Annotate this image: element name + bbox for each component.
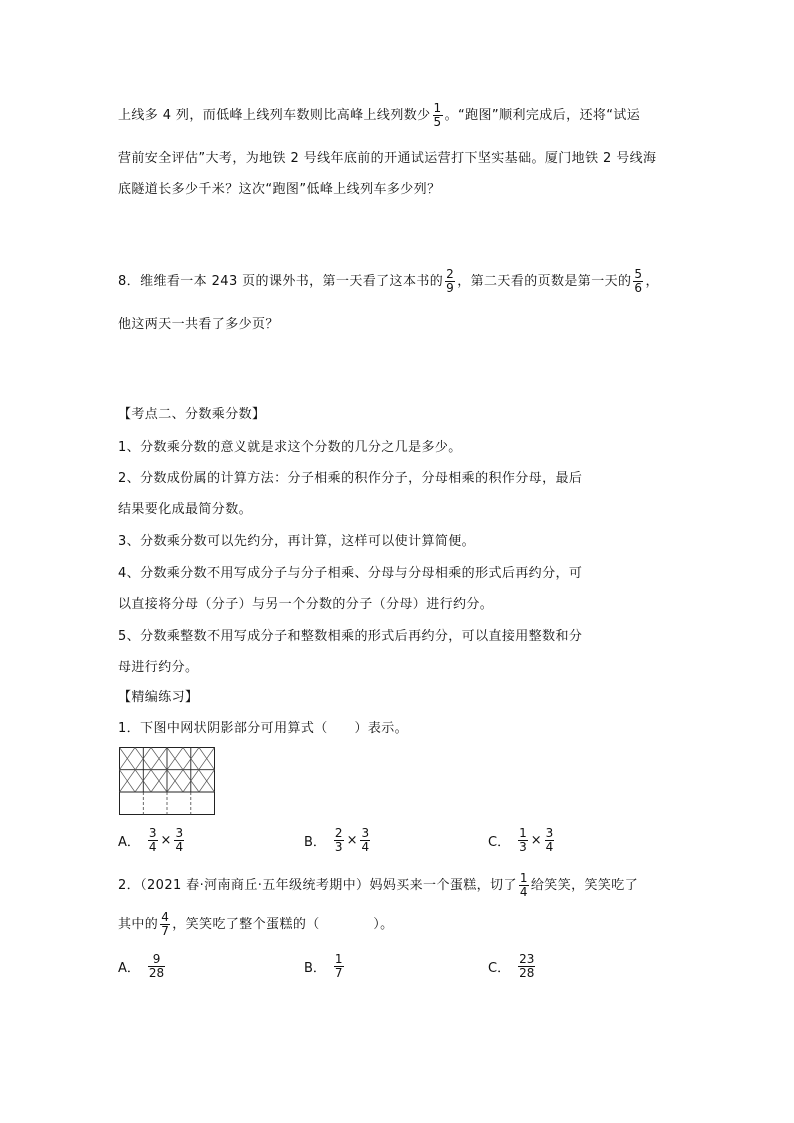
option-fraction-1 xyxy=(518,827,528,854)
frac-denominator: 6 xyxy=(634,281,643,295)
multiply-sign: × xyxy=(160,833,172,848)
option-label: B． xyxy=(304,961,326,976)
option-label: A． xyxy=(118,835,140,850)
option-fraction xyxy=(518,953,535,980)
p2-text-b: 给笑笑，笑笑吃了 xyxy=(530,878,639,893)
q7-text-b: 。“跑图”顺利完成后，还将“试运 xyxy=(444,108,641,123)
option-fraction-2 xyxy=(174,827,184,854)
frac-numerator: 3 xyxy=(175,826,184,840)
frac-denominator: 3 xyxy=(519,840,527,854)
q8-fraction-1 xyxy=(445,268,455,295)
p2-option-b[interactable] xyxy=(304,953,346,980)
point-line-8: 母进行约分。 xyxy=(118,660,199,675)
frac-denominator: 4 xyxy=(545,840,554,854)
frac-denominator: 5 xyxy=(433,115,442,129)
point-line-2: 2、分数成份属的计算方法：分子相乘的积作分子，分母相乘的积作分母，最后 xyxy=(118,471,583,486)
option-label: B． xyxy=(304,835,326,850)
frac-numerator: 1 xyxy=(433,101,442,115)
option-fraction-1 xyxy=(148,827,158,854)
option-label: C． xyxy=(488,961,511,976)
q8-text-c: ， xyxy=(645,274,659,289)
frac-numerator: 1 xyxy=(519,871,528,885)
frac-numerator: 23 xyxy=(519,952,535,966)
frac-numerator: 3 xyxy=(361,826,370,840)
p1-option-b[interactable] xyxy=(304,827,372,854)
frac-denominator: 9 xyxy=(446,281,455,295)
frac-numerator: 1 xyxy=(334,952,343,966)
point-line-5: 4、分数乘分数不用写成分子与分子相乘、分母与分母相乘的形式后再约分，可 xyxy=(118,566,583,581)
frac-numerator: 3 xyxy=(545,826,554,840)
p2-option-a[interactable] xyxy=(118,953,167,980)
practice-title: 【精编练习】 xyxy=(118,690,199,705)
frac-denominator: 7 xyxy=(161,924,170,938)
frac-numerator: 2 xyxy=(334,826,343,840)
p2-text-c: 其中的 xyxy=(118,917,159,932)
p2-text-d: ，笑笑吃了整个蛋糕的（ ）。 xyxy=(172,917,394,932)
p2-fraction-2 xyxy=(160,911,170,938)
option-fraction-1 xyxy=(334,827,344,854)
q8-fraction-2 xyxy=(633,268,643,295)
point-line-6: 以直接将分母（分子）与另一个分数的分子（分母）进行约分。 xyxy=(118,597,494,612)
frac-denominator: 7 xyxy=(334,966,343,980)
frac-denominator: 28 xyxy=(519,966,535,980)
frac-denominator: 4 xyxy=(175,840,184,854)
q7-line-2: 营前安全评估”大考，为地铁 2 号线年底前的开通试运营打下坚实基础。厦门地铁 2 号线海 xyxy=(118,151,657,166)
option-fraction xyxy=(334,953,344,980)
option-fraction xyxy=(148,953,165,980)
option-fraction-2 xyxy=(545,827,555,854)
option-label: A． xyxy=(118,961,140,976)
point-line-3: 结果要化成最简分数。 xyxy=(118,502,253,517)
frac-numerator: 2 xyxy=(446,267,455,281)
frac-denominator: 3 xyxy=(334,840,343,854)
shaded-grid-figure xyxy=(119,747,215,815)
p2-fraction-1 xyxy=(519,872,529,899)
q8-line-1 xyxy=(118,268,659,295)
p2-line-2 xyxy=(118,911,394,938)
point-line-7: 5、分数乘整数不用写成分子和整数相乘的形式后再约分，可以直接用整数和分 xyxy=(118,629,583,644)
frac-numerator: 4 xyxy=(161,910,170,924)
p1-option-c[interactable] xyxy=(488,827,556,854)
frac-denominator: 4 xyxy=(519,885,528,899)
point-line-1: 1、分数乘分数的意义就是求这个分数的几分之几是多少。 xyxy=(118,440,462,455)
q7-line-3: 底隧道长多少千米？这次“跑图”低峰上线列车多少列？ xyxy=(118,182,441,197)
p2-option-c[interactable] xyxy=(488,953,537,980)
q7-line-1 xyxy=(118,102,640,129)
q8-line-2: 他这两天一共看了多少页？ xyxy=(118,317,279,332)
point-line-4: 3、分数乘分数可以先约分，再计算，这样可以使计算简便。 xyxy=(118,534,476,549)
multiply-sign: × xyxy=(530,833,542,848)
option-fraction-2 xyxy=(360,827,370,854)
p1-option-a[interactable] xyxy=(118,827,186,854)
frac-numerator: 3 xyxy=(148,826,157,840)
frac-numerator: 1 xyxy=(519,826,527,840)
p2-text-a: 2．（2021 春·河南商丘·五年级统考期中）妈妈买来一个蛋糕，切了 xyxy=(118,878,517,893)
q7-fraction xyxy=(433,102,443,129)
frac-denominator: 4 xyxy=(148,840,157,854)
p2-line-1 xyxy=(118,872,638,899)
q7-text-a: 上线多 4 列，而低峰上线列车数则比高峰上线列数少 xyxy=(118,108,431,123)
p1-stem: 1．下图中网状阴影部分可用算式（ ）表示。 xyxy=(118,721,409,736)
q8-text-a: 8．维维看一本 243 页的课外书，第一天看了这本书的 xyxy=(118,274,444,289)
frac-numerator: 5 xyxy=(634,267,643,281)
multiply-sign: × xyxy=(346,833,358,848)
frac-denominator: 4 xyxy=(361,840,370,854)
frac-numerator: 9 xyxy=(152,952,161,966)
option-label: C． xyxy=(488,835,511,850)
section-title: 【考点二、分数乘分数】 xyxy=(118,407,266,422)
frac-denominator: 28 xyxy=(148,966,165,980)
q8-text-b: ，第二天看的页数是第一天的 xyxy=(457,274,632,289)
